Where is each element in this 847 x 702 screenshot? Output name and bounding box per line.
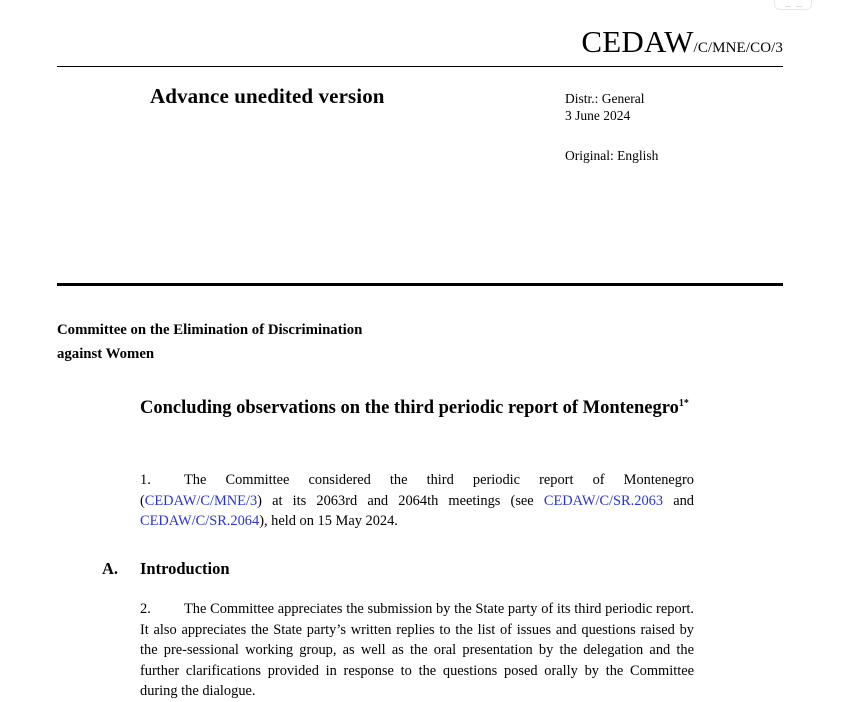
link-cedaw-c-mne-3[interactable]: CEDAW/C/MNE/3 <box>144 492 258 509</box>
page-title <box>140 393 695 423</box>
committee-name-line2: against Women <box>57 346 155 362</box>
paragraph-1-segment-2: ) at its 2063rd and 2064th meetings (see <box>257 492 544 509</box>
paragraph-1-number: 1. <box>140 472 151 488</box>
paragraph-1-segment-1: The Committee considered the third periodic report of Montenegro ( <box>140 472 694 509</box>
distribution-type: Distr.: General <box>565 91 645 106</box>
distribution-date: 3 June 2024 <box>565 108 631 123</box>
paragraph-2-text: The Committee appreciates the submission by the State party of its third periodic report. It also appreciates the State party’s written replies to the list of issues and questions raised by the pre-sessional working group, as well as the oral presentation by the delegation and the further clarifications provided in response to the questions posed orally by the Committee during the dialogue. <box>140 601 694 699</box>
original-language: Original: English <box>565 148 659 163</box>
paragraph-2 <box>140 599 694 702</box>
paragraph-2-number: 2. <box>140 601 151 617</box>
header-rule-thin <box>57 66 783 67</box>
paragraph-1-segment-4: ), held on 15 May 2024. <box>259 513 398 529</box>
link-cedaw-c-sr-2064[interactable]: CEDAW/C/SR.2064 <box>140 513 260 529</box>
link-cedaw-c-sr-2063[interactable]: CEDAW/C/SR.2063 <box>543 492 664 509</box>
distribution-block <box>565 90 658 164</box>
section-letter: A. <box>102 559 119 578</box>
widget-mark-right <box>796 6 802 7</box>
header-rule-thick <box>57 283 783 286</box>
paragraph-1 <box>140 470 694 532</box>
viewer-toolbar-widget[interactable] <box>774 0 812 10</box>
footnote-marker: 1* <box>678 397 689 409</box>
committee-name <box>57 318 577 366</box>
committee-name-line1: Committee on the Elimination of Discrimination <box>57 322 363 338</box>
document-symbol: /C/MNE/CO/3 <box>693 40 783 56</box>
document-organization: CEDAW <box>581 24 694 59</box>
paragraph-1-segment-3: and <box>663 492 694 509</box>
section-heading-a <box>102 558 230 580</box>
page-title-text: Concluding observations on the third periodic report of Montenegro <box>140 398 679 418</box>
advance-version-label: Advance unedited version <box>150 84 385 108</box>
section-title: Introduction <box>140 559 230 578</box>
document-masthead <box>57 26 783 57</box>
widget-mark-left <box>785 6 791 7</box>
